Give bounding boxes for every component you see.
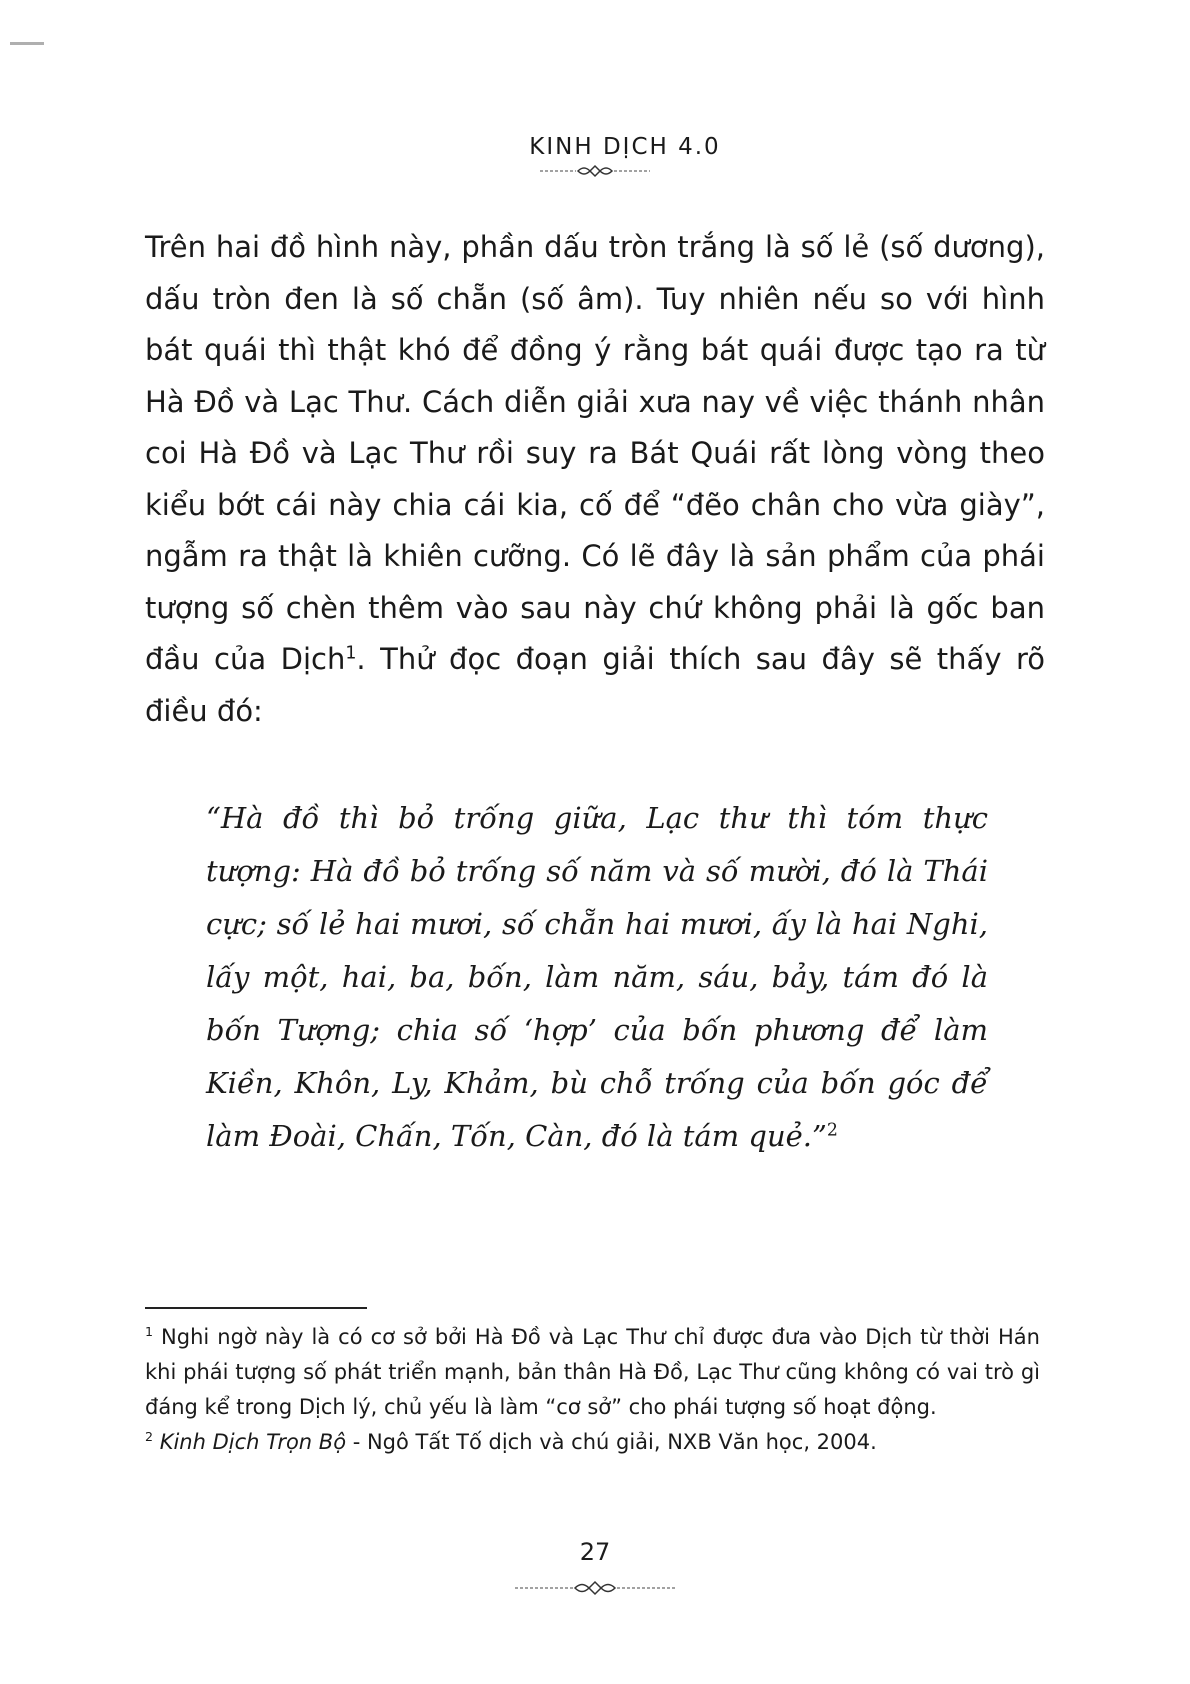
paragraph-tail: . Thử đọc đoạn giải thích sau đây sẽ thấy rõ điều đó: bbox=[145, 642, 1045, 728]
ornament-divider-icon bbox=[540, 164, 650, 178]
body-paragraph bbox=[145, 222, 1045, 737]
footnote-book-title: Kinh Dịch Trọn Bộ bbox=[153, 1430, 347, 1454]
footnote-text: - Ngô Tất Tố dịch và chú giải, NXB Văn học, 2004. bbox=[346, 1430, 877, 1454]
footnote-marker: 2 bbox=[145, 1429, 154, 1444]
page-header bbox=[0, 134, 1190, 178]
footnote-ref-1[interactable]: 1 bbox=[345, 643, 357, 664]
page-number: 27 bbox=[579, 1538, 611, 1566]
footnotes bbox=[145, 1320, 1040, 1460]
paragraph-text: Trên hai đồ hình này, phần dấu tròn trắng là số lẻ (số dương), dấu tròn đen là số chẵn (số âm). Tuy nhiên nếu so với hình bát quái thì thật khó để đồng ý rằng bát quái được tạo ra từ Hà Đồ và Lạc Thư. Cách diễn giải xưa nay về việc thánh nhân coi Hà Đồ và Lạc Thư rồi suy ra Bát Quái rất lòng vòng theo kiểu bớt cái này chia cái kia, cố để “đẽo chân cho vừa giày”, ngẫm ra thật là khiên cưỡng. Có lẽ đây là sản phẩm của phái tượng số chèn thêm vào sau này chứ không phải là gốc ban đầu của Dịch bbox=[145, 230, 1045, 676]
ornament-divider-icon bbox=[515, 1580, 675, 1596]
footnote-2 bbox=[145, 1425, 1040, 1460]
footnote-marker: 1 bbox=[145, 1324, 154, 1339]
footnote-1 bbox=[145, 1320, 1040, 1425]
footnote-text: Nghi ngờ này là có cơ sở bởi Hà Đồ và Lạc Thư chỉ được đưa vào Dịch từ thời Hán khi phái tượng số phát triển mạnh, bản thân Hà Đồ, Lạc Thư cũng không có vai trò gì đáng kể trong Dịch lý, chủ yếu là làm “cơ sở” cho phái tượng số hoạt động. bbox=[145, 1325, 1040, 1419]
footnote-ref-2[interactable]: 2 bbox=[826, 1120, 838, 1141]
quote-text: “Hà đồ thì bỏ trống giữa, Lạc thư thì tóm thực tượng: Hà đồ bỏ trống số năm và số mười, đó là Thái cực; số lẻ hai mươi, số chẵn hai mươi, ấy là hai Nghi, lấy một, hai, ba, bốn, làm năm, sáu, bảy, tám đó là bốn Tượng; chia số ‘hợp’ của bốn phương để làm Kiền, Khôn, Ly, Khảm, bù chỗ trống của bốn góc để làm Đoài, Chấn, Tốn, Càn, đó là tám quẻ.” bbox=[206, 801, 988, 1153]
running-title: KINH DỊCH 4.0 bbox=[529, 134, 721, 160]
block-quote bbox=[206, 792, 988, 1163]
scan-artifact bbox=[10, 42, 44, 45]
footnote-separator bbox=[145, 1307, 367, 1309]
